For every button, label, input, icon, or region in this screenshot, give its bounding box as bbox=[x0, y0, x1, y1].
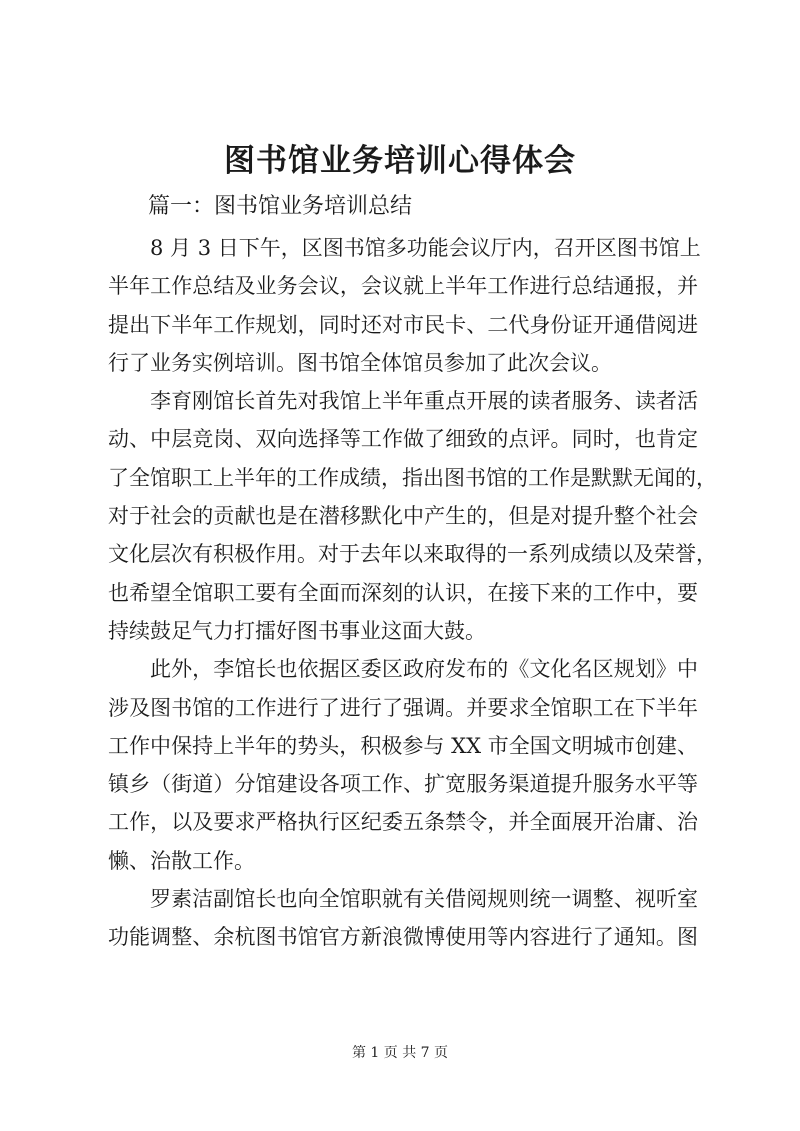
text-line: 对于社会的贡献也是在潜移默化中产生的，但是对提升整个社会 bbox=[108, 504, 698, 529]
text-line: 提出下半年工作规划，同时还对市民卡、二代身份证开通借阅进 bbox=[108, 312, 698, 337]
text-line: 涉及图书馆的工作进行了进行了强调。并要求全馆职工在下半年 bbox=[108, 695, 698, 720]
text-line: 此外，李馆长也依据区委区政府发布的《文化名区规划》中 bbox=[150, 657, 698, 682]
text-line: 懒、治散工作。 bbox=[108, 848, 255, 873]
text-line: 工作，以及要求严格执行区纪委五条禁令，并全面展开治庸、治 bbox=[108, 810, 698, 835]
paragraph-4 bbox=[108, 880, 698, 957]
text-line: 李育刚馆长首先对我馆上半年重点开展的读者服务、读者活 bbox=[150, 389, 698, 414]
section-subtitle: 篇一：图书馆业务培训总结 bbox=[148, 194, 413, 219]
text-line: 罗素洁副馆长也向全馆职就有关借阅规则统一调整、视听室 bbox=[150, 887, 698, 912]
page-title: 图书馆业务培训心得体会 bbox=[224, 143, 576, 179]
text-line: 动、中层竞岗、双向选择等工作做了细致的点评。同时，也肯定 bbox=[108, 427, 698, 452]
text-line: 行了业务实例培训。图书馆全体馆员参加了此次会议。 bbox=[108, 350, 612, 375]
text-line: 持续鼓足气力打擂好图书事业这面大鼓。 bbox=[108, 618, 486, 643]
text-line: 也希望全馆职工要有全面而深刻的认识，在接下来的工作中，要 bbox=[108, 580, 698, 605]
text-line: 工作中保持上半年的势头，积极参与 XX 市全国文明城市创建、 bbox=[108, 733, 698, 758]
paragraph-3 bbox=[108, 650, 698, 880]
text-line: 镇乡（街道）分馆建设各项工作、扩宽服务渠道提升服务水平等 bbox=[108, 772, 698, 797]
paragraph-2 bbox=[108, 382, 717, 650]
text-line: 8 月 3 日下午，区图书馆多功能会议厅内，召开区图书馆上 bbox=[150, 236, 701, 260]
text-line: 了全馆职工上半年的工作成绩，指出图书馆的工作是默默无闻的， bbox=[108, 465, 717, 490]
body-text bbox=[108, 229, 717, 957]
text-line: 半年工作总结及业务会议，会议就上半年工作进行总结通报，并 bbox=[108, 274, 698, 299]
paragraph-1 bbox=[108, 229, 701, 382]
text-line: 文化层次有积极作用。对于去年以来取得的一系列成绩以及荣誉， bbox=[108, 542, 717, 567]
page-number-footer: 第 1 页 共 7 页 bbox=[351, 1045, 449, 1061]
text-line: 功能调整、余杭图书馆官方新浪微博使用等内容进行了通知。图 bbox=[108, 925, 698, 950]
